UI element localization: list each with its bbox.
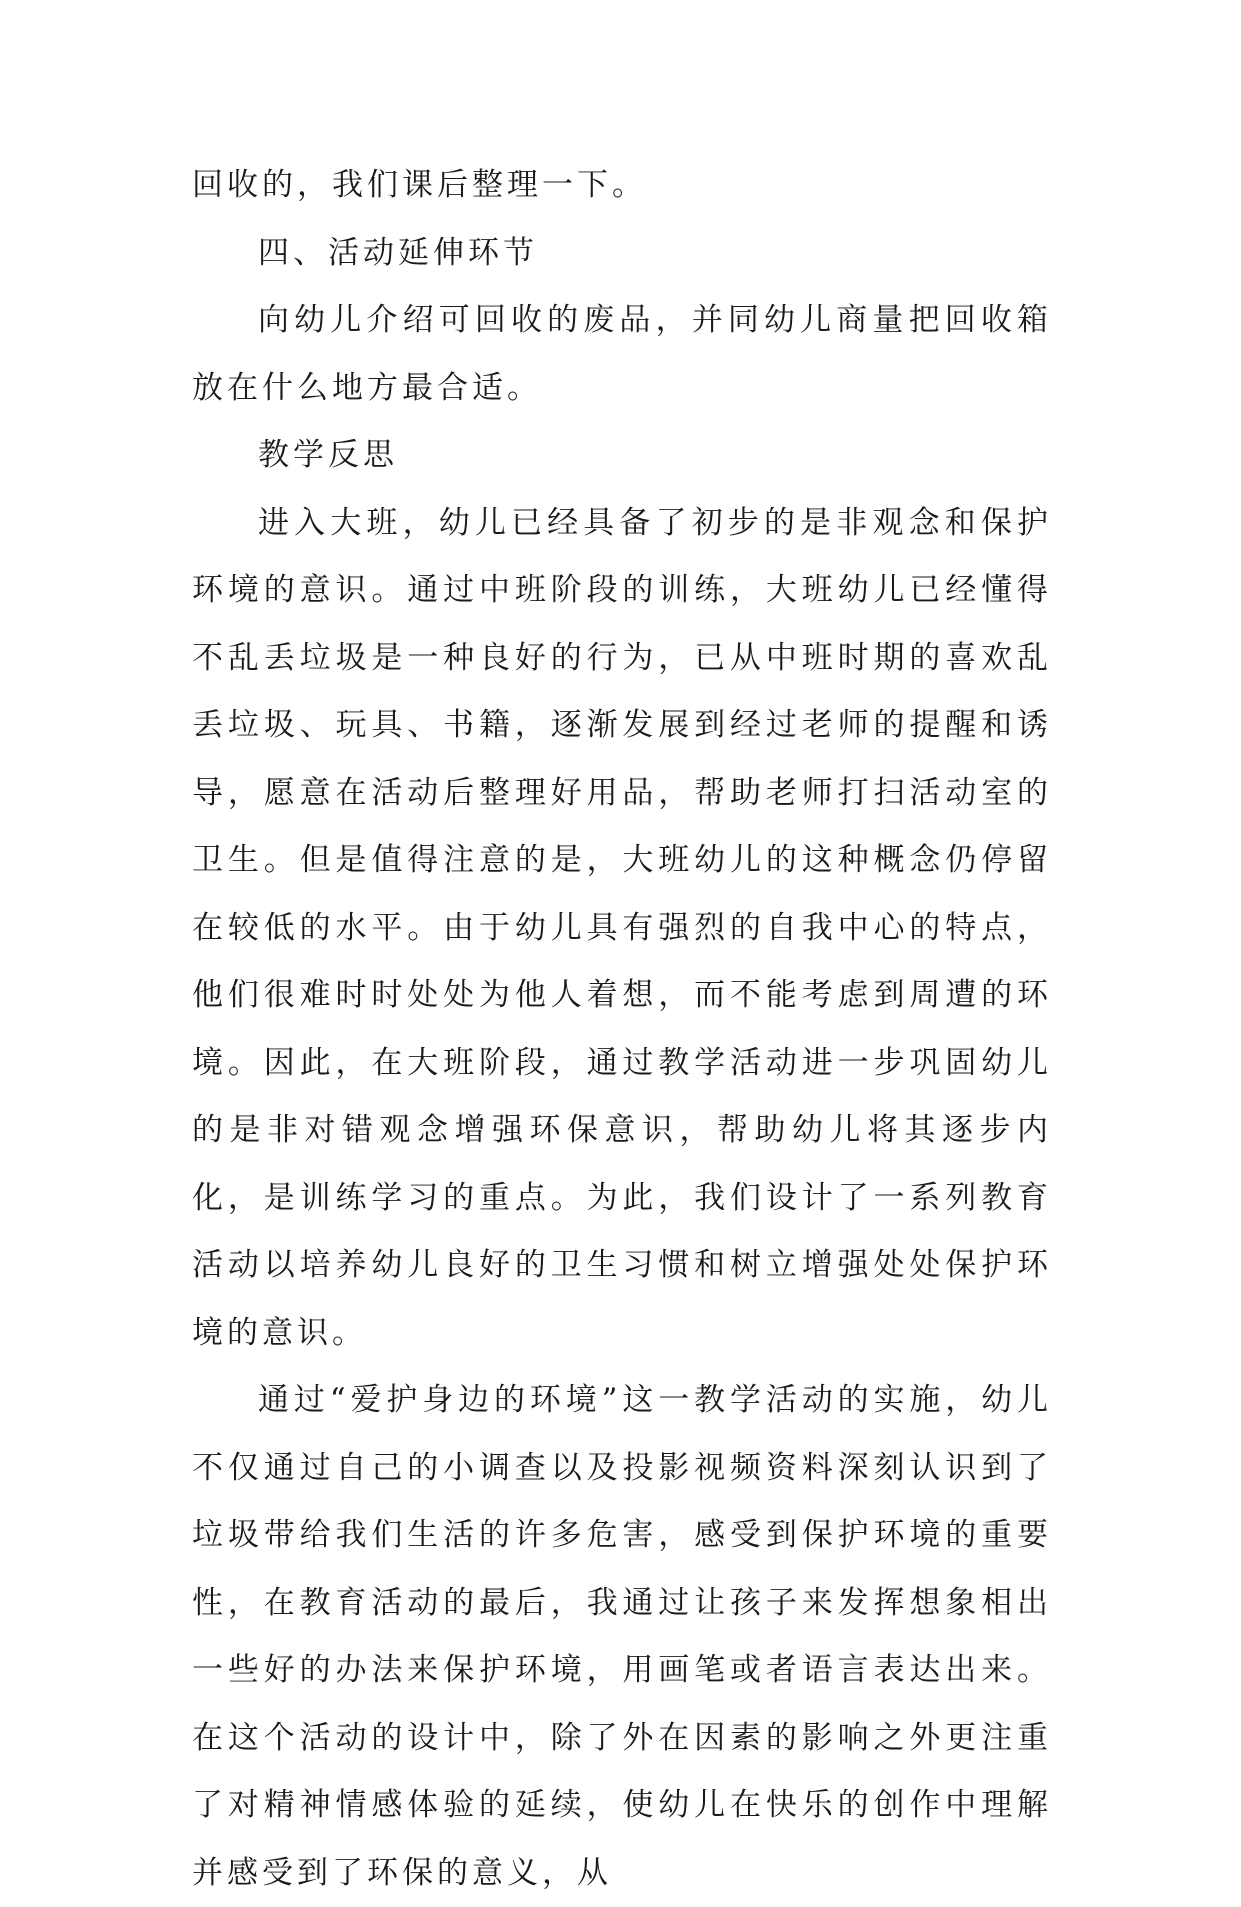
document-body xyxy=(192,152,1052,1907)
section-heading-teaching-reflection: 教学反思 xyxy=(258,437,398,473)
paragraph-reflection-2: 通过“爱护身边的环境”这一教学活动的实施，幼儿不仅通过自己的小调查以及投影视频资料深刻认识到了垃圾带给我们生活的许多危害，感受到保护环境的重要性，在教育活动的最后，我通过让孩子来发挥想象相出一些好的办法来保护环境，用画笔或者语言表达出来。在这个活动的设计中，除了外在因素的影响之外更注重了对精神情感体验的延续，使幼儿在快乐的创作中理解并感受到了环保的意义，从 xyxy=(192,1382,1052,1891)
paragraph-recycling-intro: 向幼儿介绍可回收的废品，并同幼儿商量把回收箱放在什么地方最合适。 xyxy=(192,302,1052,406)
section-heading-activity-extension: 四、活动延伸环节 xyxy=(258,234,538,271)
paragraph-reflection-1: 进入大班，幼儿已经具备了初步的是非观念和保护环境的意识。通过中班阶段的训练，大班幼儿已经懂得不乱丢垃圾是一种良好的行为，已从中班时期的喜欢乱丢垃圾、玩具、书籍，逐渐发展到经过老师的提醒和诱导，愿意在活动后整理好用品，帮助老师打扫活动室的卫生。但是值得注意的是，大班幼儿的这种概念仍停留在较低的水平。由于幼儿具有强烈的自我中心的特点，他们很难时时处处为他人着想，而不能考虑到周遭的环境。因此，在大班阶段，通过教学活动进一步巩固幼儿的是非对错观念增强环保意识，帮助幼儿将其逐步内化，是训练学习的重点。为此，我们设计了一系列教育活动以培养幼儿良好的卫生习惯和树立增强处处保护环境的意识。 xyxy=(192,504,1052,1351)
paragraph-continuation: 回收的，我们课后整理一下。 xyxy=(192,167,647,203)
